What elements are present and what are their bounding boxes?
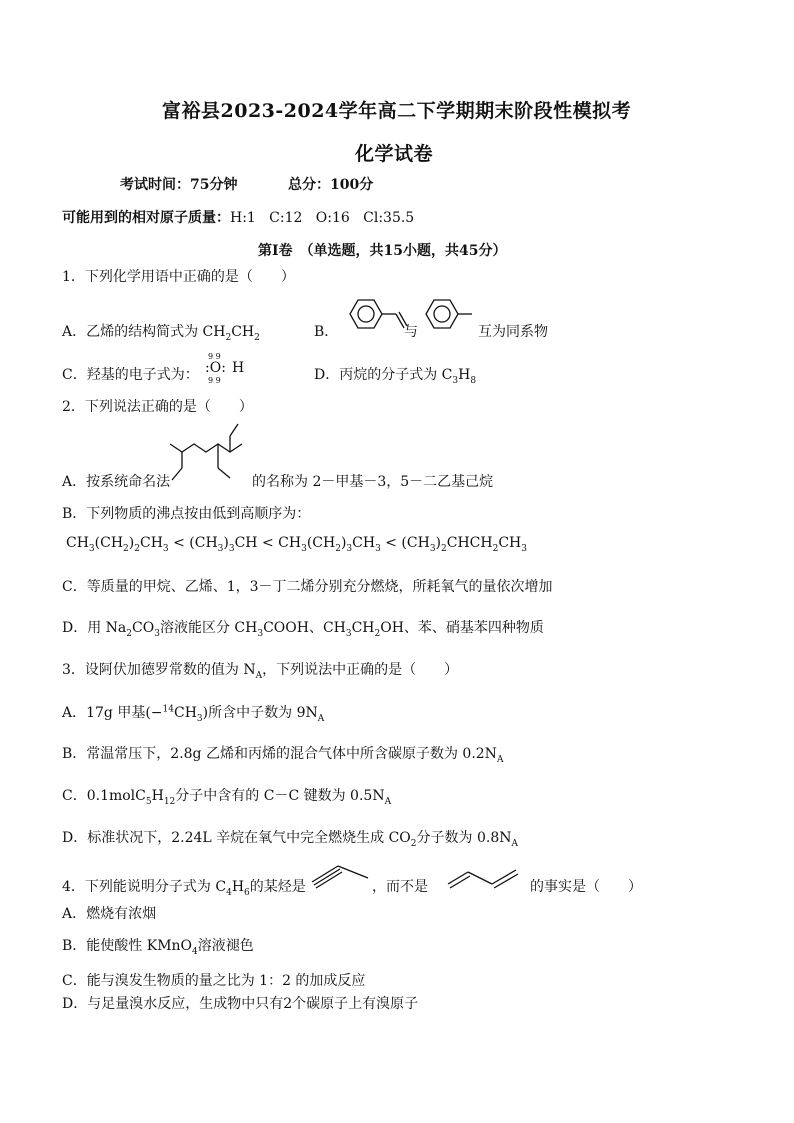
q1-b-mid: 与 xyxy=(404,324,418,340)
q3-stem: 3．设阿伏加德罗常数的值为 $N_A$，下列说法中正确的是（ ） xyxy=(62,662,459,681)
styrene-structure-icon xyxy=(340,296,410,340)
q1-option-b-label: B． xyxy=(314,324,339,340)
butyne-structure-icon xyxy=(310,858,370,892)
q4-stem-mid2: ，而不是 xyxy=(372,879,428,895)
q2-option-a-suffix: 的名称为 2－甲基－3，5－二乙基己烷 xyxy=(252,474,494,490)
q3-option-a: A．17g 甲基$(-^{14}CH_3)$所含中子数为 $9N_A$ xyxy=(62,704,325,724)
toluene-structure-icon xyxy=(424,296,484,336)
q1-a-text: A．乙烯的结构简式为 CH xyxy=(62,324,226,340)
q1-stem: 1．下列化学用语中正确的是（ ） xyxy=(62,269,295,285)
alkane-skeleton-icon xyxy=(168,422,252,488)
q4-option-d: D．与足量溴水反应，生成物中只有2个碳原子上有溴原子 xyxy=(62,996,419,1012)
exam-score: 总分：100分 xyxy=(288,177,374,193)
exam-title: 富裕县2023-2024学年高二下学期期末阶段性模拟考 xyxy=(162,100,632,122)
q2-boiling-order: $CH_3(CH_2)_2CH_3 < (CH_3)_3CH < CH_3(CH_2)_3CH_3$ < $(CH_3)_2CHCH_2CH_3$ xyxy=(66,535,527,554)
atomic-mass-values: H:1 C:12 O:16 Cl:35.5 xyxy=(230,210,415,226)
q2-stem: 2．下列说法正确的是（ ） xyxy=(62,399,253,415)
q3-option-d: D．标准状况下，2.24L 辛烷在氧气中完全燃烧生成 $CO_2$分子数为 $0.8N_A$ xyxy=(62,830,518,849)
q2-option-b: B．下列物质的沸点按由低到高顺序为： xyxy=(62,506,311,522)
atomic-mass-line xyxy=(62,207,414,227)
butadiene-structure-icon xyxy=(446,860,526,892)
atomic-mass-label: 可能用到的相对原子质量： xyxy=(62,210,230,226)
q4-stem-suffix: 的事实是（ ） xyxy=(530,879,642,895)
q4-option-b: B．能使酸性 KMnO$_4$溶液褪色 xyxy=(62,938,254,957)
q2-option-a-prefix: A．按系统命名法 xyxy=(62,474,171,490)
q2-option-c: C．等质量的甲烷、乙烯、1，3－丁二烯分别充分燃烧，所耗氧气的量依次增加 xyxy=(62,579,553,595)
q4-option-c: C．能与溴发生物质的量之比为 1：2 的加成反应 xyxy=(62,973,366,989)
q3-option-b: B．常温常压下，2.8g 乙烯和丙烯的混合气体中所含碳原子数为 $0.2N_A$ xyxy=(62,746,504,765)
q1-option-a: A．乙烯的结构简式为 $CH_2CH_2$ xyxy=(62,324,260,343)
exam-time: 考试时间：75分钟 xyxy=(120,177,238,193)
hydroxyl-electron-formula: 9 9 :O: 9 9 H xyxy=(205,352,245,385)
exam-subtitle: 化学试卷 xyxy=(355,143,434,165)
q3-option-c: C．$0.1molC_5H_{12}$分子中含有的 C－C 键数为 $0.5N_A$ xyxy=(62,788,392,807)
q4-option-a: A．燃烧有浓烟 xyxy=(62,906,157,922)
q1-option-c: C．羟基的电子式为： xyxy=(62,367,199,383)
section-heading: 第Ⅰ卷 （单选题，共15小题，共45分） xyxy=(258,243,507,259)
q2-option-d: D．用 $Na_2CO_3$溶液能区分 $CH_3COOH$、$CH_3CH_2OH$、苯、硝基苯四种物质 xyxy=(62,620,544,639)
q1-option-d: D．丙烷的分子式为 $C_3H_8$ xyxy=(314,367,477,386)
q1-b-suffix: 互为同系物 xyxy=(478,324,548,340)
q4-stem-prefix: 4．下列能说明分子式为 $C_4H_6$的某烃是 xyxy=(62,879,306,898)
